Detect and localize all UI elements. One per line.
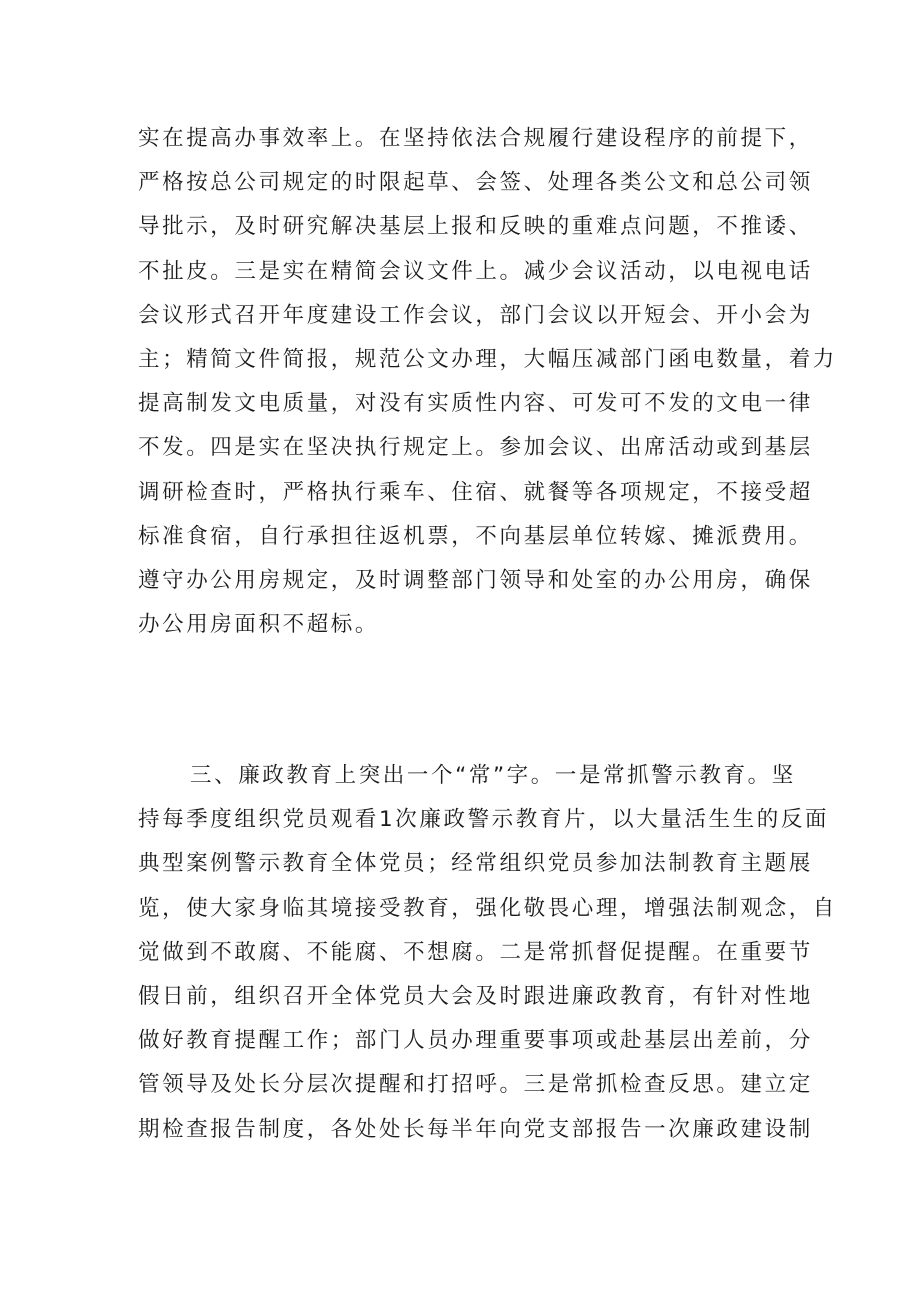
text-line: 典型案例警示教育全体党员；经常组织党员参加法制教育主题展 [138,851,813,877]
text-line: 主；精简文件简报，规范公文办理，大幅压减部门函电数量，着力 [138,346,837,372]
text-line: 不扯皮。三是实在精简会议文件上。减少会议活动，以电视电话 [138,258,813,284]
text-line: 管领导及处长分层次提醒和打招呼。三是常抓检查反思。建立定 [138,1072,813,1098]
text-line: 提高制发文电质量，对没有实质性内容、可发可不发的文电一律 [138,391,813,417]
text-line: 导批示，及时研究解决基层上报和反映的重难点问题，不推诿、 [138,214,813,240]
text-line-first: 三、廉政教育上突出一个“常”字。一是常抓警示教育。坚 [190,763,796,788]
text-line: 觉做到不敢腐、不能腐、不想腐。二是常抓督促提醒。在重要节 [138,939,813,965]
text-line: 实在提高办事效率上。在坚持依法合规履行建设程序的前提下， [138,126,813,151]
text-line: 不发。四是实在坚决执行规定上。参加会议、出席活动或到基层 [138,435,813,461]
text-line: 持每季度组织党员观看1次廉政警示教育片，以大量活生生的反面 [138,807,830,833]
text-line: 办公用房面积不超标。 [138,612,380,638]
paragraph-efficiency [138,117,837,647]
text-line: 标准食宿，自行承担往返机票，不向基层单位转嫁、摊派费用。 [138,523,813,549]
text-line: 会议形式召开年度建设工作会议，部门会议以开短会、开小会为 [138,302,813,328]
text-line: 期检查报告制度，各处处长每半年向党支部报告一次廉政建设制 [138,1116,813,1142]
text-line: 览，使大家身临其境接受教育，强化敬畏心理，增强法制观念，自 [138,895,837,921]
text-line: 调研检查时，严格执行乘车、住宿、就餐等各项规定，不接受超 [138,479,813,505]
text-line: 遵守办公用房规定，及时调整部门领导和处室的办公用房，确保 [138,567,813,593]
paragraph-integrity-education [138,754,837,1152]
text-line: 做好教育提醒工作；部门人员办理重要事项或赴基层出差前，分 [138,1028,813,1054]
text-line: 假日前，组织召开全体党员大会及时跟进廉政教育，有针对性地 [138,983,813,1009]
text-line: 严格按总公司规定的时限起草、会签、处理各类公文和总公司领 [138,170,813,196]
